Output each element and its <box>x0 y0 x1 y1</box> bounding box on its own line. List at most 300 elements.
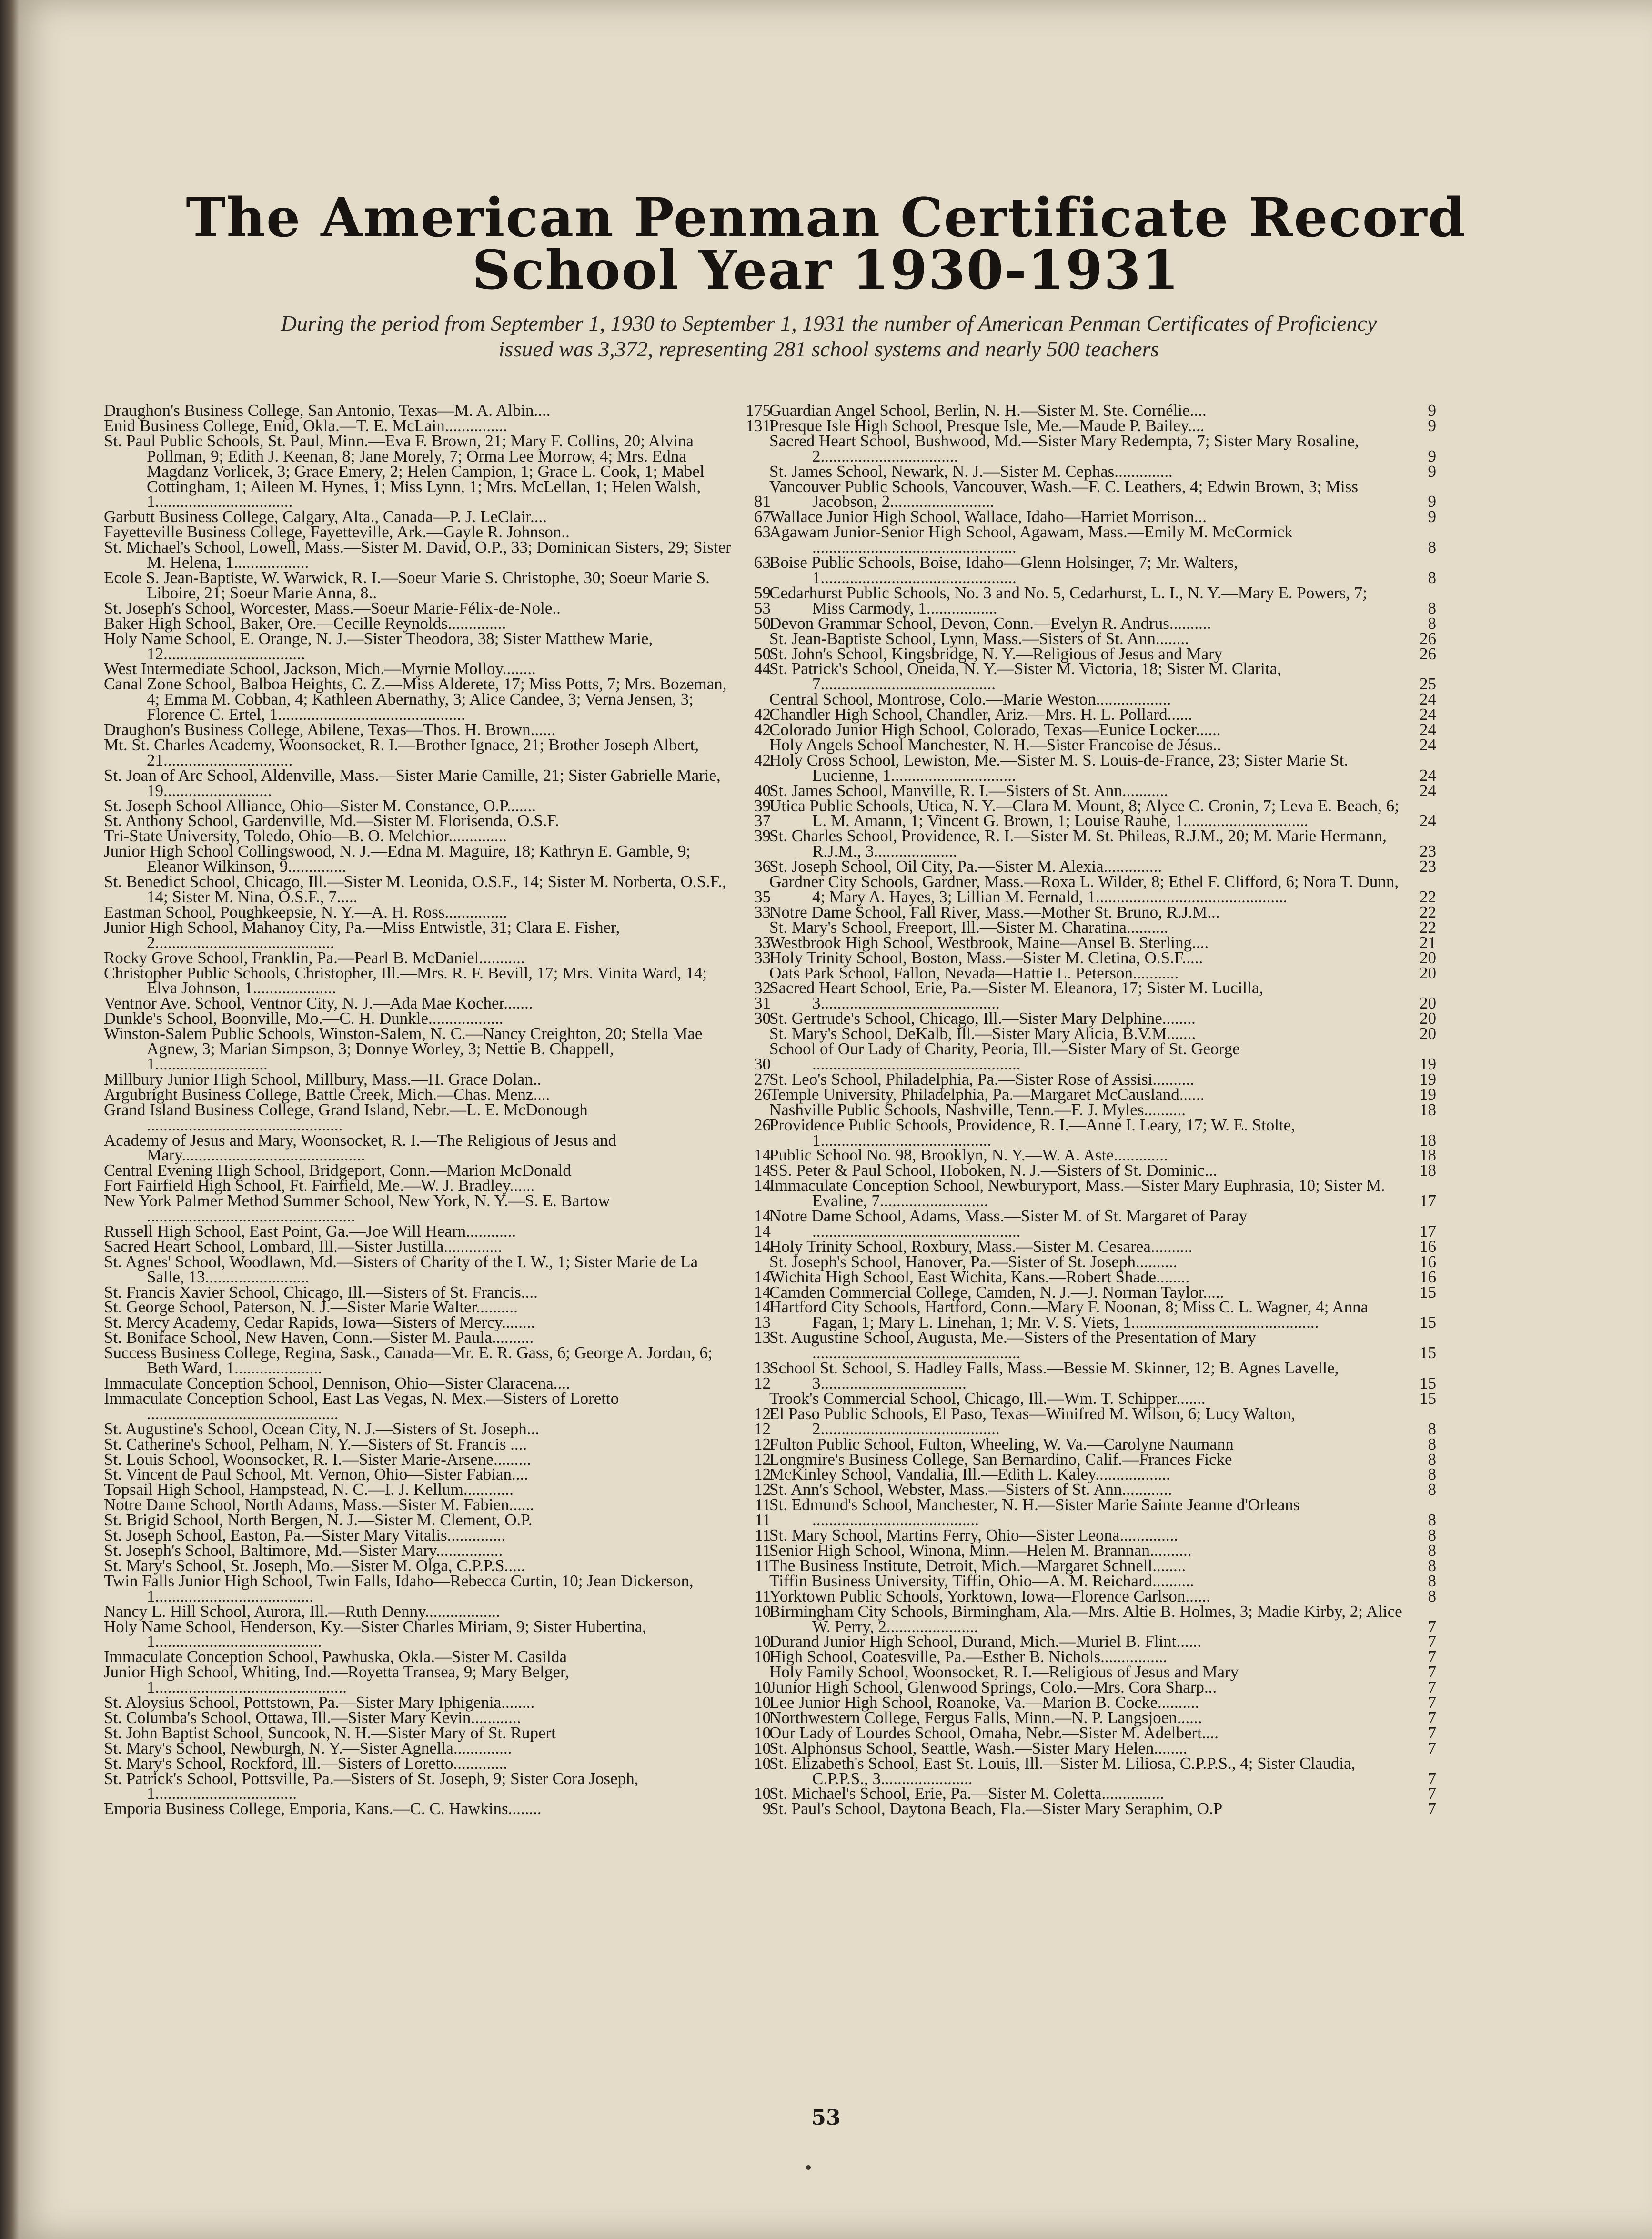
entry-certificate-count: 24 <box>1420 766 1436 785</box>
certificate-entry <box>104 1664 771 1695</box>
entry-school-teachers: St. Ann's School, Webster, Mass.—Sisters of St. Ann............ <box>769 1480 1172 1499</box>
entry-school-teachers: St. John Baptist School, Suncook, N. H.—Sister Mary of St. Rupert <box>104 1723 556 1742</box>
entry-certificate-count: 7 <box>1428 1738 1436 1757</box>
entry-school-teachers: St. Patrick's School, Oneida, N. Y.—Sister M. Victoria, 18; Sister M. Clarita, 7.......................................... <box>769 659 1281 694</box>
entry-school-teachers: Notre Dame School, Fall River, Mass.—Mother St. Bruno, R.J.M... <box>769 902 1220 921</box>
entry-school-teachers: Dunkle's School, Boonville, Mo.—C. H. Dunkle.................. <box>104 1009 504 1028</box>
entry-school-teachers: St. Mary School, Martins Ferry, Ohio—Sister Leona.............. <box>769 1526 1179 1545</box>
certificate-entry <box>769 1115 1436 1150</box>
entry-school-teachers: Senior High School, Winona, Minn.—Helen M. Brannan.......... <box>769 1541 1192 1560</box>
entry-certificate-count: 13 <box>754 1359 771 1378</box>
entry-school-teachers: Holy Cross School, Lewiston, Me.—Sister M. S. Louis-de-France, 23; Sister Marie St. Lucienne, 1.............................. <box>769 750 1349 785</box>
entry-school-teachers: St. Leo's School, Philadelphia, Pa.—Sister Rose of Assisi.......... <box>769 1069 1195 1089</box>
entry-school-teachers: Fulton Public School, Fulton, Wheeling, W. Va.—Carolyne Naumann <box>769 1434 1234 1453</box>
entry-school-teachers: St. Joan of Arc School, Aldenville, Mass.—Sister Marie Camille, 21; Sister Gabrielle Marie, 19.......................... <box>104 766 721 800</box>
certificate-entry <box>104 874 771 905</box>
entry-school-teachers: St. Paul's School, Daytona Beach, Fla.—Sister Mary Seraphim, O.P <box>769 1799 1223 1818</box>
entry-certificate-count: 15 <box>1420 1343 1436 1362</box>
entry-school-teachers: St. Augustine School, Augusta, Me.—Sisters of the Presentation of Mary .................................................. <box>769 1328 1256 1362</box>
entry-certificate-count: 30 <box>754 1054 771 1073</box>
entry-certificate-count: 14 <box>754 1267 771 1286</box>
entry-certificate-count: 10 <box>754 1738 771 1757</box>
certificate-entry <box>104 768 771 798</box>
entry-certificate-count: 8 <box>1428 1434 1436 1453</box>
entry-certificate-count: 8 <box>1428 1586 1436 1605</box>
entry-school-teachers: St. Elizabeth's School, East St. Louis, Ill.—Sister M. Liliosa, C.P.P.S., 4; Sister Claudia, C.P.P.S., 3...................... <box>769 1754 1356 1788</box>
entry-certificate-count: 11 <box>755 1586 771 1605</box>
entry-school-teachers: Winston-Salem Public Schools, Winston-Salem, N. C.—Nancy Creighton, 20; Stella Mae Agnew, 3; Marian Simpson, 3; Donnye Worley, 3; Nettie B. Chappell, 1........................... <box>104 1024 703 1073</box>
entry-school-teachers: Junior High School, Glenwood Springs, Colo.—Mrs. Cora Sharp... <box>769 1678 1217 1697</box>
certificate-entry <box>769 874 1436 905</box>
certificate-entry <box>104 431 771 511</box>
entry-school-teachers: Emporia Business College, Emporia, Kans.—C. C. Hawkins........ <box>104 1799 542 1818</box>
entry-certificate-count: 9 <box>1428 401 1436 420</box>
entry-certificate-count: 9 <box>1428 507 1436 526</box>
entry-certificate-count: 22 <box>1420 888 1436 906</box>
entry-certificate-count: 12 <box>754 1450 771 1469</box>
entry-school-teachers: Rocky Grove School, Franklin, Pa.—Pearl B. McDaniel........... <box>104 948 525 967</box>
entry-certificate-count: 39 <box>754 827 771 846</box>
certificate-entry <box>769 585 1436 616</box>
entry-certificate-count: 63 <box>754 523 771 542</box>
entry-school-teachers: St. Mary's School, St. Joseph, Mo.—Sister M. Olga, C.P.P.S..... <box>104 1556 525 1575</box>
entry-school-teachers: St. James School, Manville, R. I.—Sisters of St. Ann........... <box>769 781 1168 800</box>
entry-certificate-count: 10 <box>754 1693 771 1712</box>
entry-school-teachers: Northwestern College, Fergus Falls, Minn.—N. P. Langsjoen...... <box>769 1708 1202 1727</box>
entry-certificate-count: 11 <box>755 1526 771 1545</box>
entry-certificate-count: 7 <box>1428 1799 1436 1818</box>
entry-certificate-count: 17 <box>1420 1221 1436 1241</box>
certificate-entry <box>769 1041 1436 1072</box>
entry-certificate-count: 22 <box>1420 902 1436 921</box>
entry-school-teachers: Utica Public Schools, Utica, N. Y.—Clara M. Mount, 8; Alyce C. Cronin, 7; Leva E. Beach, 6; L. M. Amann, 1; Vincent G. Brown, 1; Louise Rauhe, 1.............................. <box>769 796 1400 830</box>
entry-certificate-count: 12 <box>754 1374 771 1392</box>
entry-certificate-count: 175 <box>745 401 771 420</box>
entry-certificate-count: 14 <box>754 1282 771 1301</box>
entry-school-teachers: St. Columba's School, Ottawa, Ill.—Sister Mary Kevin............ <box>104 1708 521 1727</box>
entry-certificate-count: 7 <box>1428 1784 1436 1803</box>
certificate-entry <box>104 1619 771 1650</box>
entry-certificate-count: 9 <box>1428 446 1436 465</box>
entry-school-teachers: Durand Junior High School, Durand, Mich.—Muriel B. Flint...... <box>769 1632 1202 1651</box>
entry-certificate-count: 16 <box>1420 1237 1436 1256</box>
entry-certificate-count: 12 <box>754 1404 771 1423</box>
entry-school-teachers: Millbury Junior High School, Millbury, Mass.—H. Grace Dolan.. <box>104 1069 542 1089</box>
entry-certificate-count: 18 <box>1420 1146 1436 1165</box>
entry-certificate-count: 33 <box>754 902 771 921</box>
page-number: 53 <box>811 2106 841 2130</box>
entry-school-teachers: Immaculate Conception School, East Las Vegas, N. Mex.—Sisters of Loretto .............................................. <box>104 1389 619 1423</box>
entry-school-teachers: St. George School, Paterson, N. J.—Sister Marie Walter.......... <box>104 1298 518 1317</box>
entry-certificate-count: 63 <box>754 553 771 572</box>
certificate-entry <box>104 570 771 601</box>
entry-school-teachers: Topsail High School, Hampstead, N. C.—I. J. Kellum............ <box>104 1480 514 1499</box>
entry-certificate-count: 20 <box>1420 948 1436 967</box>
entry-certificate-count: 10 <box>754 1723 771 1742</box>
entry-school-teachers: Grand Island Business College, Grand Island, Nebr.—L. E. McDonough ............................................... <box>104 1100 588 1134</box>
entry-certificate-count: 26 <box>754 1115 771 1134</box>
entry-certificate-count: 10 <box>754 1647 771 1666</box>
entry-certificate-count: 14 <box>754 1146 771 1165</box>
certificate-entry <box>769 750 1436 785</box>
left-column-list <box>104 403 771 1816</box>
entry-school-teachers: Birmingham City Schools, Birmingham, Ala.—Mrs. Altie B. Holmes, 3; Madie Kirby, 2; Alice W. Perry, 2...................... <box>769 1602 1402 1636</box>
entry-certificate-count: 9 <box>1428 416 1436 435</box>
entry-school-teachers: New York Palmer Method Summer School, New York, N. Y.—S. E. Bartow .................................................. <box>104 1191 610 1226</box>
entry-certificate-count: 20 <box>1420 963 1436 982</box>
entry-school-teachers: Sacred Heart School, Bushwood, Md.—Sister Mary Redempta, 7; Sister Mary Rosaline, 2................................. <box>769 431 1359 465</box>
entry-school-teachers: St. Boniface School, New Haven, Conn.—Sister M. Paula.......... <box>104 1328 534 1347</box>
entry-school-teachers: St. Catherine's School, Pelham, N. Y.—Sisters of St. Francis .... <box>104 1434 527 1453</box>
certificate-entry <box>104 1130 771 1165</box>
certificate-entry <box>769 1330 1436 1361</box>
entry-certificate-count: 32 <box>754 978 771 998</box>
entry-certificate-count: 13 <box>754 1328 771 1347</box>
certificate-entry <box>769 1178 1436 1209</box>
certificate-entry <box>769 1604 1436 1634</box>
entry-certificate-count: 8 <box>1428 538 1436 557</box>
entry-certificate-count: 7 <box>1428 1647 1436 1666</box>
entry-school-teachers: St. Jean-Baptiste School, Lynn, Mass.—Sisters of St. Ann........ <box>769 629 1189 648</box>
entry-certificate-count: 15 <box>1420 1282 1436 1301</box>
certificate-entry <box>769 798 1436 829</box>
entry-certificate-count: 23 <box>1420 857 1436 876</box>
certificate-entry <box>104 1391 771 1422</box>
certificate-entry <box>104 737 771 768</box>
entry-certificate-count: 42 <box>754 750 771 769</box>
entry-school-teachers: Public School No. 98, Brooklyn, N. Y.—W. A. Aste............. <box>769 1146 1168 1165</box>
entry-school-teachers: Eastman School, Poughkeepsie, N. Y.—A. H. Ross............... <box>104 902 507 921</box>
certificate-entry <box>104 1102 771 1133</box>
entry-certificate-count: 44 <box>754 659 771 678</box>
entry-certificate-count: 8 <box>1428 1511 1436 1530</box>
entry-certificate-count: 24 <box>1420 705 1436 724</box>
entry-certificate-count: 16 <box>1420 1267 1436 1286</box>
entry-certificate-count: 8 <box>1428 1480 1436 1499</box>
entry-school-teachers: St. Joseph's School, Baltimore, Md.—Sister Mary................ <box>104 1541 503 1560</box>
entry-certificate-count: 19 <box>1420 1054 1436 1073</box>
entry-certificate-count: 13 <box>754 1313 771 1332</box>
entry-school-teachers: St. Mary's School, Rockford, Ill.—Sisters of Loretto............. <box>104 1754 508 1773</box>
entry-school-teachers: Our Lady of Lourdes School, Omaha, Nebr.—Sister M. Adelbert.... <box>769 1723 1219 1742</box>
certificate-entry <box>104 1026 771 1072</box>
entry-school-teachers: St. Patrick's School, Pottsville, Pa.—Sisters of St. Joseph, 9; Sister Cora Joseph, 1.................................. <box>104 1769 639 1803</box>
entry-school-teachers: St. Edmund's School, Manchester, N. H.—Sister Marie Sainte Jeanne d'Orleans ........................................ <box>769 1495 1300 1530</box>
entry-school-teachers: Hartford City Schools, Hartford, Conn.—Mary F. Noonan, 8; Miss C. L. Wagner, 4; Anna Fagan, 1; Mary L. Linehan, 1; Mr. V. S. Viets, 1............................................. <box>769 1298 1369 1332</box>
entry-certificate-count: 24 <box>1420 735 1436 754</box>
entry-certificate-count: 26 <box>1420 644 1436 663</box>
entry-school-teachers: St. Mary's School, Freeport, Ill.—Sister M. Charatina.......... <box>769 918 1168 937</box>
entry-certificate-count: 19 <box>1420 1069 1436 1089</box>
entry-school-teachers: Devon Grammar School, Devon, Conn.—Evelyn R. Andrus.......... <box>769 614 1211 633</box>
entry-school-teachers: Yorktown Public Schools, Yorktown, Iowa—Florence Carlson...... <box>769 1586 1210 1605</box>
entry-certificate-count: 18 <box>1420 1161 1436 1180</box>
entry-school-teachers: Immaculate Conception School, Dennison, Ohio—Sister Claracena.... <box>104 1374 570 1392</box>
entry-certificate-count: 59 <box>754 583 771 602</box>
entry-school-teachers: Immaculate Conception School, Pawhuska, Okla.—Sister M. Casilda <box>104 1647 567 1666</box>
entry-certificate-count: 8 <box>1428 1541 1436 1560</box>
entry-school-teachers: Holy Angels School Manchester, N. H.—Sister Francoise de Jésus.. <box>769 735 1221 754</box>
entry-school-teachers: Chandler High School, Chandler, Ariz.—Mrs. H. L. Pollard...... <box>769 705 1193 724</box>
entry-school-teachers: Trook's Commercial School, Chicago, Ill.—Wm. T. Schipper....... <box>769 1389 1206 1408</box>
entry-certificate-count: 10 <box>754 1784 771 1803</box>
entry-school-teachers: Sacred Heart School, Lombard, Ill.—Sister Justilla.............. <box>104 1237 502 1256</box>
certificate-entry <box>104 963 771 998</box>
entry-school-teachers: Argubright Business College, Battle Creek, Mich.—Chas. Menz.... <box>104 1085 550 1104</box>
entry-school-teachers: St. Mary's School, Newburgh, N. Y.—Sister Agnella.............. <box>104 1738 512 1757</box>
entry-certificate-count: 18 <box>1420 1130 1436 1150</box>
certificate-entry <box>104 1193 771 1224</box>
entry-certificate-count: 9 <box>1428 492 1436 511</box>
entry-school-teachers: Academy of Jesus and Mary, Woonsocket, R. I.—The Religious of Jesus and Mary............................................ <box>104 1130 617 1165</box>
entry-school-teachers: St. Michael's School, Erie, Pa.—Sister M. Coletta............... <box>769 1784 1164 1803</box>
entry-certificate-count: 12 <box>754 1480 771 1499</box>
entry-school-teachers: Fort Fairfield High School, Ft. Fairfield, Me.—W. J. Bradley...... <box>104 1176 535 1195</box>
entry-school-teachers: Christopher Public Schools, Christopher, Ill.—Mrs. R. F. Bevill, 17; Mrs. Vinita Ward, 14; Elva Johnson, 1.................... <box>104 963 707 998</box>
entry-certificate-count: 8 <box>1428 1450 1436 1469</box>
certificate-entry <box>104 1771 771 1802</box>
entry-school-teachers: St. Aloysius School, Pottstown, Pa.—Sister Mary Iphigenia........ <box>104 1693 535 1712</box>
certificate-entry <box>769 1497 1436 1528</box>
entry-school-teachers: Providence Public Schools, Providence, R. I.—Anne I. Leary, 17; W. E. Stolte, 1......................................... <box>769 1115 1295 1150</box>
entry-school-teachers: Vancouver Public Schools, Vancouver, Wash.—F. C. Leathers, 4; Edwin Brown, 3; Miss Jacobson, 2......................... <box>769 477 1359 511</box>
entry-certificate-count: 8 <box>1428 1526 1436 1545</box>
entry-school-teachers: Notre Dame School, Adams, Mass.—Sister M. of St. Margaret of Paray .................................................. <box>769 1207 1248 1241</box>
entry-school-teachers: Boise Public Schools, Boise, Idaho—Glenn Holsinger, 7; Mr. Walters, 1............................................... <box>769 553 1238 587</box>
entry-certificate-count: 81 <box>754 492 771 511</box>
entry-certificate-count: 8 <box>1428 614 1436 633</box>
certificate-entry <box>104 1345 771 1376</box>
entry-school-teachers: St. Mary's School, DeKalb, Ill.—Sister Mary Alicia, B.V.M....... <box>769 1024 1196 1043</box>
entry-school-teachers: St. Anthony School, Gardenville, Md.—Sister M. Florisenda, O.S.F. <box>104 811 559 830</box>
entry-school-teachers: Nashville Public Schools, Nashville, Tenn.—F. J. Myles.......... <box>769 1100 1186 1119</box>
entry-certificate-count: 11 <box>755 1541 771 1560</box>
entry-school-teachers: Holy Trinity School, Boston, Mass.—Sister M. Cletina, O.S.F..... <box>769 948 1203 967</box>
entry-certificate-count: 14 <box>754 1207 771 1226</box>
entry-school-teachers: McKinley School, Vandalia, Ill.—Edith L. Kaley.................. <box>769 1465 1170 1484</box>
entry-certificate-count: 8 <box>1428 1556 1436 1575</box>
entry-school-teachers: Mt. St. Charles Academy, Woonsocket, R. I.—Brother Ignace, 21; Brother Joseph Albert, 21............................... <box>104 735 699 769</box>
entry-certificate-count: 23 <box>1420 842 1436 861</box>
entry-certificate-count: 42 <box>754 705 771 724</box>
entry-school-teachers: St. Augustine's School, Ocean City, N. J.—Sisters of St. Joseph... <box>104 1419 540 1438</box>
entry-certificate-count: 21 <box>1420 933 1436 952</box>
entry-school-teachers: St. Brigid School, North Bergen, N. J.—Sister M. Clement, O.P. <box>104 1511 533 1530</box>
entry-certificate-count: 12 <box>754 1419 771 1438</box>
entry-school-teachers: St. Paul Public Schools, St. Paul, Minn.—Eva F. Brown, 21; Mary F. Collins, 20; Alvina Pollman, 9; Edith J. Keenan, 8; Jane Morely, 7; Orma Lee Morrow, 4; Mrs. Edna Magdanz Vorlicek, 3; Grace Emery, 2; Helen Campion, 1; Grace L. Cook, 1; Mabel Cottingham, 1; Aileen M. Hynes, 1; Miss Lynn, 1; Mrs. McLellan, 1; Helen Walsh, 1................................. <box>104 431 705 511</box>
entry-certificate-count: 8 <box>1428 598 1436 617</box>
certificate-entry <box>769 661 1436 692</box>
entry-school-teachers: Fayetteville Business College, Fayetteville, Ark.—Gayle R. Johnson.. <box>104 523 570 542</box>
entry-school-teachers: St. Joseph's School, Worcester, Mass.—Soeur Marie-Félix-de-Nole.. <box>104 598 561 617</box>
entry-certificate-count: 8 <box>1428 1571 1436 1590</box>
certificate-entry <box>104 920 771 950</box>
certificate-entry <box>769 980 1436 1011</box>
entry-school-teachers: St. Agnes' School, Woodlawn, Md.—Sisters of Charity of the I. W., 1; Sister Marie de La Salle, 13......................... <box>104 1252 698 1286</box>
certificate-entry <box>769 1361 1436 1391</box>
entry-school-teachers: Cedarhurst Public Schools, No. 3 and No. 5, Cedarhurst, L. I., N. Y.—Mary E. Powers, 7; Miss Carmody, 1................. <box>769 583 1368 617</box>
entry-certificate-count: 7 <box>1428 1693 1436 1712</box>
certificate-entry <box>769 1801 1436 1816</box>
entry-school-teachers: Guardian Angel School, Berlin, N. H.—Sister M. Ste. Cornélie.... <box>769 401 1207 420</box>
entry-school-teachers: St. Alphonsus School, Seattle, Wash.—Sister Mary Helen........ <box>769 1738 1188 1757</box>
entry-certificate-count: 53 <box>754 598 771 617</box>
entry-certificate-count: 7 <box>1428 1723 1436 1742</box>
entry-school-teachers: The Business Institute, Detroit, Mich.—Margaret Schnell........ <box>769 1556 1186 1575</box>
entry-certificate-count: 27 <box>754 1069 771 1089</box>
entry-school-teachers: St. Gertrude's School, Chicago, Ill.—Sister Mary Delphine........ <box>769 1009 1196 1028</box>
entry-school-teachers: Baker High School, Baker, Ore.—Cecille Reynolds.............. <box>104 614 506 633</box>
entry-certificate-count: 11 <box>755 1556 771 1575</box>
entry-school-teachers: Central School, Montrose, Colo.—Marie Weston.................. <box>769 690 1171 709</box>
entry-certificate-count: 20 <box>1420 1024 1436 1043</box>
entry-school-teachers: School of Our Lady of Charity, Peoria, Ill.—Sister Mary of St. George .................................................. <box>769 1039 1240 1073</box>
entry-certificate-count: 24 <box>1420 720 1436 739</box>
certificate-entry <box>769 555 1436 585</box>
entry-certificate-count: 7 <box>1428 1708 1436 1727</box>
entry-school-teachers: Notre Dame School, North Adams, Mass.—Sister M. Fabien...... <box>104 1495 534 1514</box>
entry-certificate-count: 39 <box>754 796 771 815</box>
entry-certificate-count: 40 <box>754 781 771 800</box>
entry-school-teachers: Lee Junior High School, Roanoke, Va.—Marion B. Cocke.......... <box>769 1693 1199 1712</box>
entry-certificate-count: 36 <box>754 857 771 876</box>
entry-school-teachers: Wichita High School, East Wichita, Kans.—Robert Shade........ <box>769 1267 1190 1286</box>
entry-school-teachers: Temple University, Philadelphia, Pa.—Margaret McCausland...... <box>769 1085 1205 1104</box>
certificate-entry <box>769 828 1436 859</box>
entry-certificate-count: 19 <box>1420 1085 1436 1104</box>
certificate-entry <box>104 540 771 570</box>
entry-certificate-count: 10 <box>754 1602 771 1621</box>
entry-school-teachers: Colorado Junior High School, Colorado, Texas—Eunice Locker...... <box>769 720 1221 739</box>
entry-certificate-count: 7 <box>1428 1617 1436 1636</box>
intro-paragraph: During the period from September 1, 1930 to September 1, 1931 the number of American Penman Certificates of Proficiency issued was 3,372, representing 281 school systems and nearly 500 teachers <box>281 311 1377 361</box>
entry-school-teachers: Wallace Junior High School, Wallace, Idaho—Harriet Morrison... <box>769 507 1207 526</box>
entry-certificate-count: 14 <box>754 1161 771 1180</box>
certificate-entry <box>104 1254 771 1285</box>
entry-school-teachers: St. Charles School, Providence, R. I.—Sister M. St. Phileas, R.J.M., 20; M. Marie Hermann, R.J.M., 3.................... <box>769 827 1387 861</box>
entry-school-teachers: Tri-State University, Toledo, Ohio—B. O. Melchior.............. <box>104 827 507 846</box>
entry-school-teachers: Holy Trinity School, Roxbury, Mass.—Sister M. Cesarea.......... <box>769 1237 1193 1256</box>
entry-school-teachers: St. Joseph School, Oil City, Pa.—Sister M. Alexia.............. <box>769 857 1162 876</box>
entry-certificate-count: 7 <box>1428 1632 1436 1651</box>
entry-certificate-count: 16 <box>1420 1252 1436 1271</box>
entry-certificate-count: 42 <box>754 720 771 739</box>
entry-certificate-count: 10 <box>754 1678 771 1697</box>
entry-certificate-count: 33 <box>754 948 771 967</box>
entry-school-teachers: St. Joseph School Alliance, Ohio—Sister M. Constance, O.P....... <box>104 796 536 815</box>
entry-school-teachers: High School, Coatesville, Pa.—Esther B. Nichols................ <box>769 1647 1168 1666</box>
entry-certificate-count: 11 <box>755 1495 771 1514</box>
entry-school-teachers: Gardner City Schools, Gardner, Mass.—Roxa L. Wilder, 8; Ethel F. Clifford, 6; Nora T. Dunn, 4; Mary A. Hayes, 3; Lillian M. Fernald, 1.............................................. <box>769 872 1399 906</box>
page-spine-shadow <box>0 0 19 2239</box>
entry-school-teachers: Holy Family School, Woonsocket, R. I.—Religious of Jesus and Mary <box>769 1663 1239 1682</box>
entry-certificate-count: 14 <box>754 1176 771 1195</box>
entry-certificate-count: 37 <box>754 811 771 830</box>
entry-school-teachers: Twin Falls Junior High School, Twin Falls, Idaho—Rebecca Curtin, 10; Jean Dickerson, 1...................................... <box>104 1571 694 1605</box>
entry-school-teachers: Draughon's Business College, San Antonio, Texas—M. A. Albin.... <box>104 401 551 420</box>
certificate-entry <box>104 631 771 662</box>
entry-certificate-count: 8 <box>1428 568 1436 587</box>
entry-school-teachers: St. James School, Newark, N. J.—Sister M. Cephas.............. <box>769 462 1173 481</box>
entry-certificate-count: 15 <box>1420 1389 1436 1408</box>
entry-certificate-count: 20 <box>1420 1009 1436 1028</box>
entry-school-teachers: Holy Name School, Henderson, Ky.—Sister Charles Miriam, 9; Sister Hubertina, 1........................................ <box>104 1617 646 1651</box>
entry-certificate-count: 25 <box>1420 675 1436 694</box>
entry-certificate-count: 18 <box>1420 1100 1436 1119</box>
entry-certificate-count: 12 <box>754 1465 771 1484</box>
entry-school-teachers: West Intermediate School, Jackson, Mich.—Myrnie Molloy........ <box>104 659 536 678</box>
certificate-entry <box>769 1756 1436 1786</box>
entry-school-teachers: El Paso Public Schools, El Paso, Texas—Winifred M. Wilson, 6; Lucy Walton, 2........................................... <box>769 1404 1296 1438</box>
certificate-entry <box>104 1801 771 1816</box>
certificate-entry <box>769 1406 1436 1437</box>
certificate-entry <box>769 1300 1436 1330</box>
entry-school-teachers: SS. Peter & Paul School, Hoboken, N. J.—Sisters of St. Dominic... <box>769 1161 1218 1180</box>
entry-certificate-count: 131 <box>745 416 771 435</box>
entry-school-teachers: St. Joseph School, Easton, Pa.—Sister Mary Vitalis.............. <box>104 1526 506 1545</box>
entry-school-teachers: Russell High School, East Point, Ga.—Joe Will Hearn............ <box>104 1221 516 1241</box>
entry-certificate-count: 30 <box>754 1009 771 1028</box>
entry-certificate-count: 14 <box>754 1298 771 1317</box>
entry-certificate-count: 24 <box>1420 811 1436 830</box>
entry-certificate-count: 50 <box>754 644 771 663</box>
entry-certificate-count: 9 <box>762 1799 771 1818</box>
entry-school-teachers: Garbutt Business College, Calgary, Alta., Canada—P. J. LeClair.... <box>104 507 547 526</box>
entry-school-teachers: Presque Isle High School, Presque Isle, Me.—Maude P. Bailey.... <box>769 416 1205 435</box>
entry-school-teachers: St. Michael's School, Lowell, Mass.—Sister M. David, O.P., 33; Dominican Sisters, 29; Sister M. Helena, 1.................. <box>104 538 731 572</box>
entry-certificate-count: 12 <box>754 1434 771 1453</box>
entry-school-teachers: St. Mercy Academy, Cedar Rapids, Iowa—Sisters of Mercy........ <box>104 1313 535 1332</box>
entry-school-teachers: Ecole S. Jean-Baptiste, W. Warwick, R. I.—Soeur Marie S. Christophe, 30; Soeur Marie S. Liboire, 21; Soeur Marie Anna, 8.. <box>104 568 710 602</box>
entry-school-teachers: St. John's School, Kingsbridge, N. Y.—Religious of Jesus and Mary <box>769 644 1223 663</box>
entry-certificate-count: 15 <box>1420 1374 1436 1392</box>
entry-certificate-count: 20 <box>1420 994 1436 1013</box>
entry-school-teachers: Junior High School Collingswood, N. J.—Edna M. Maguire, 18; Kathryn E. Gamble, 9; Eleanor Wilkinson, 9.............. <box>104 842 691 876</box>
entry-certificate-count: 14 <box>754 1237 771 1256</box>
certificate-entry <box>769 524 1436 555</box>
certificate-entry <box>769 431 1436 465</box>
entry-certificate-count: 9 <box>1428 462 1436 481</box>
entry-certificate-count: 8 <box>1428 1419 1436 1438</box>
entry-certificate-count: 26 <box>1420 629 1436 648</box>
entry-certificate-count: 35 <box>754 888 771 906</box>
entry-certificate-count: 50 <box>754 614 771 633</box>
right-column-list <box>769 403 1436 1816</box>
entry-certificate-count: 14 <box>754 1221 771 1241</box>
entry-school-teachers: St. Vincent de Paul School, Mt. Vernon, Ohio—Sister Fabian.... <box>104 1465 529 1484</box>
entry-certificate-count: 24 <box>1420 690 1436 709</box>
certificate-entry <box>104 676 771 722</box>
entry-school-teachers: Ventnor Ave. School, Ventnor City, N. J.—Ada Mae Kocher....... <box>104 994 533 1013</box>
entry-certificate-count: 10 <box>754 1632 771 1651</box>
entry-certificate-count: 7 <box>1428 1769 1436 1788</box>
entry-school-teachers: Enid Business College, Enid, Okla.—T. E. McLain............... <box>104 416 508 435</box>
entry-certificate-count: 24 <box>1420 781 1436 800</box>
entry-school-teachers: Sacred Heart School, Erie, Pa.—Sister M. Eleanora, 17; Sister M. Lucilla, 3........................................... <box>769 978 1264 1013</box>
entry-school-teachers: Tiffin Business University, Tiffin, Ohio—A. M. Reichard.......... <box>769 1571 1194 1590</box>
entry-school-teachers: St. Joseph's School, Hanover, Pa.—Sister of St. Joseph.......... <box>769 1252 1178 1271</box>
entry-school-teachers: Draughon's Business College, Abilene, Texas—Thos. H. Brown...... <box>104 720 556 739</box>
entry-certificate-count: 10 <box>754 1754 771 1773</box>
entry-school-teachers: School St. School, S. Hadley Falls, Mass.—Bessie M. Skinner, 12; B. Agnes Lavelle, 3................................... <box>769 1359 1339 1392</box>
entry-school-teachers: Nancy L. Hill School, Aurora, Ill.—Ruth Denny.................. <box>104 1602 500 1621</box>
entry-certificate-count: 31 <box>754 994 771 1013</box>
entry-certificate-count: 67 <box>754 507 771 526</box>
entry-school-teachers: Longmire's Business College, San Bernardino, Calif.—Frances Ficke <box>769 1450 1232 1469</box>
entry-school-teachers: Agawam Junior-Senior High School, Agawam, Mass.—Emily M. McCormick ................................................. <box>769 523 1293 557</box>
entry-certificate-count: 8 <box>1428 1465 1436 1484</box>
certificate-entry <box>104 844 771 874</box>
